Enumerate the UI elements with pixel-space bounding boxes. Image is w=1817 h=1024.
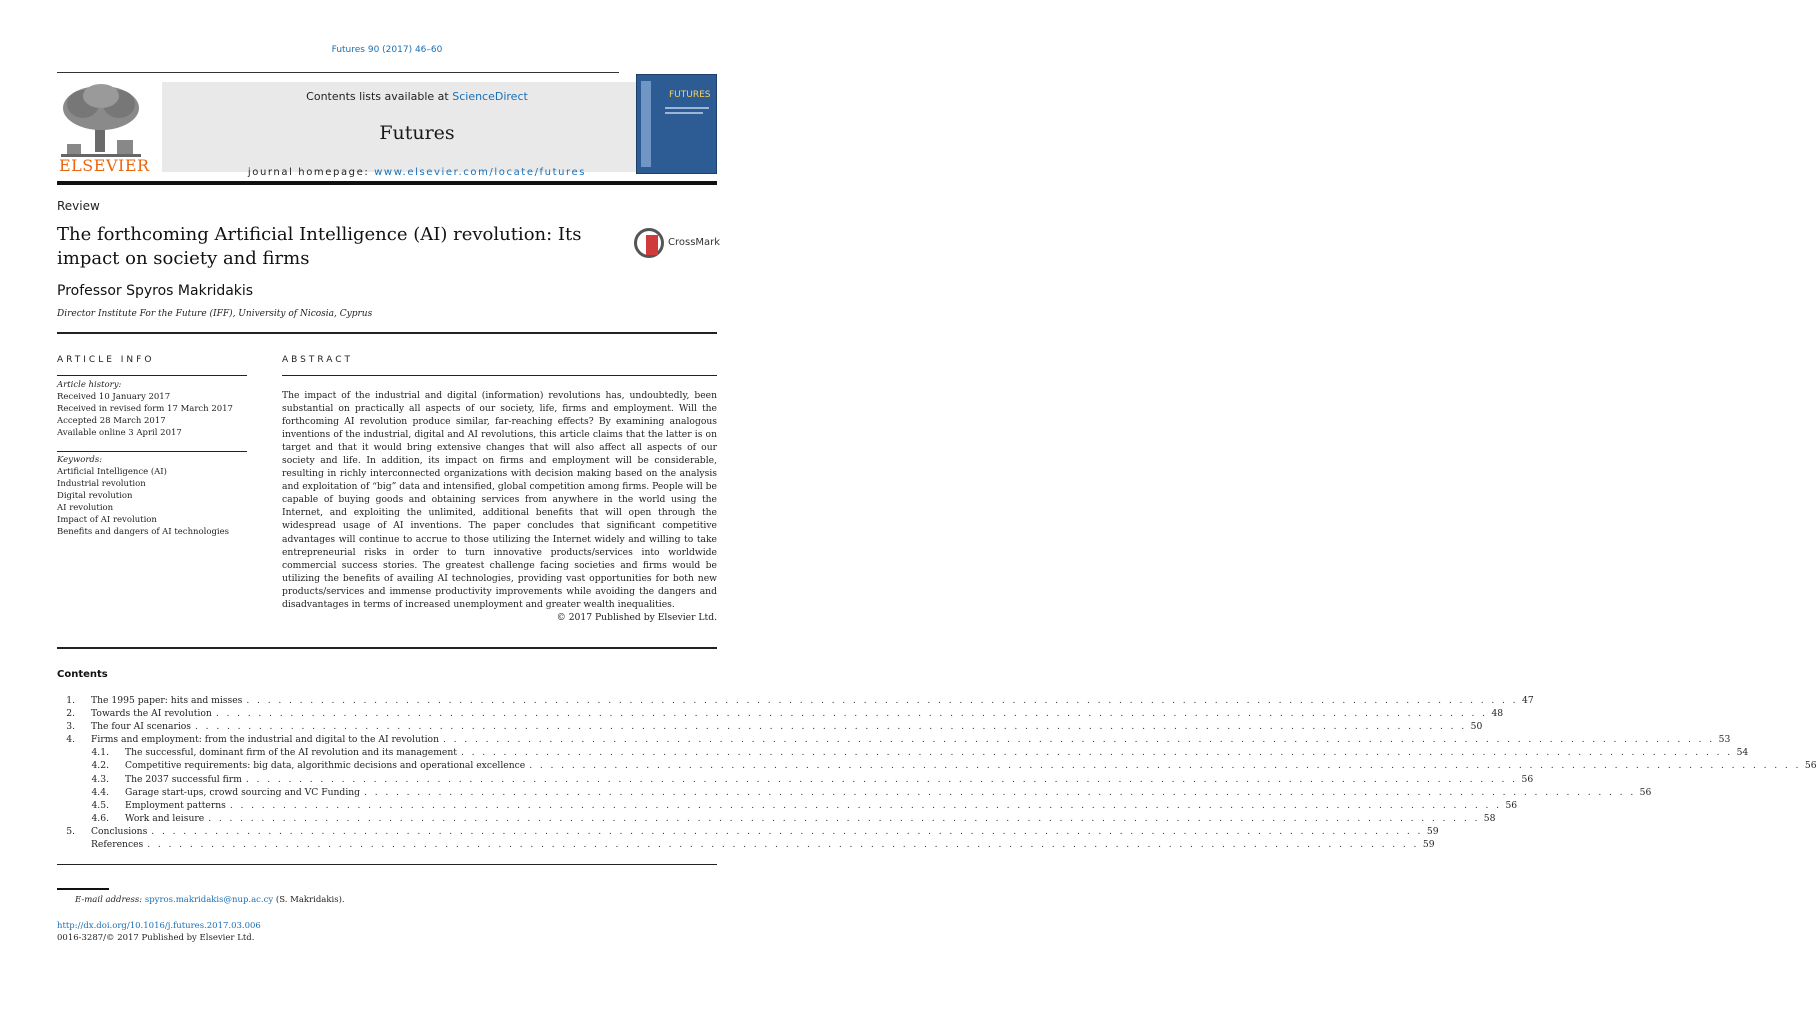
toc-number: 4.2. — [91, 760, 109, 772]
journal-homepage-line — [162, 167, 672, 178]
keywords-rule — [57, 451, 247, 452]
toc-label: Conclusions — [91, 825, 148, 837]
toc-page-number: 59 — [1426, 825, 1439, 837]
toc-page-number: 56 — [1804, 760, 1817, 772]
toc-row[interactable] — [57, 838, 1435, 851]
abstract-rule — [282, 375, 717, 376]
toc-leader: . . . . . . . . . . . . . . . . . . . . . . . . . . . . . . . . . . . . . . . . . . . . . . . . . . . . . . . . . . . . . . . . . . . . . . . . . . . . . . . . . . . . . . . . . . . . . . . . . . . . . . . . . . . . . . . . . . . . . . . . — [443, 734, 1715, 746]
contents-prefix: Contents lists available at — [306, 90, 449, 103]
toc-label: The 1995 paper: hits and misses — [91, 695, 243, 706]
toc-leader: . . . . . . . . . . . . . . . . . . . . . . . . . . . . . . . . . . . . . . . . . . . . . . . . . . . . . . . . . . . . . . . . . . . . . . . . . . . . . . . . . . . . . . . . . . . . . . . . . . . . . . . . . . . . . . . . . . . . . . . . — [245, 773, 1518, 785]
toc-label: References — [91, 839, 144, 851]
journal-citation-link[interactable]: Futures 90 (2017) 46–60 — [331, 45, 443, 55]
toc-row[interactable] — [57, 707, 1504, 720]
toc-number: 5. — [66, 825, 75, 837]
cover-title: FUTURES — [669, 90, 711, 100]
abstract-body — [282, 389, 717, 624]
article-info-heading: ARTICLE INFO — [57, 355, 155, 365]
keywords-label: Keywords: — [57, 455, 103, 465]
footnote-label: E-mail address: — [75, 895, 143, 905]
crossmark-label: CrossMark — [668, 237, 721, 248]
contents-end-rule — [57, 864, 717, 865]
toc-row[interactable] — [57, 759, 1817, 772]
header-thick-rule — [57, 181, 717, 185]
issn-line: 0016-3287/© 2017 Published by Elsevier Ltd. — [57, 933, 255, 943]
toc-page-number: 59 — [1422, 839, 1435, 851]
toc-label: Employment patterns — [125, 799, 226, 811]
toc-entry[interactable] — [91, 707, 1504, 720]
cover-decoration — [665, 112, 703, 114]
toc-page-number: 50 — [1470, 721, 1483, 733]
toc-leader: . . . . . . . . . . . . . . . . . . . . . . . . . . . . . . . . . . . . . . . . . . . . . . . . . . . . . . . . . . . . . . . . . . . . . . . . . . . . . . . . . . . . . . . . . . . . . . . . . . . . . . . . . . . . . . . . . . . . . . . . — [246, 695, 1518, 706]
footnote-suffix: (S. Makridakis). — [275, 895, 345, 905]
toc-label: Competitive requirements: big data, algorithmic decisions and operational excellence — [125, 760, 526, 772]
toc-row[interactable] — [57, 786, 1652, 799]
toc-entry[interactable] — [125, 799, 1518, 812]
toc-page-number: 53 — [1718, 734, 1731, 746]
toc-entry[interactable] — [125, 773, 1534, 786]
cover-decoration — [665, 107, 709, 109]
toc-label: Firms and employment: from the industrial and digital to the AI revolution — [91, 734, 440, 746]
toc-leader: . . . . . . . . . . . . . . . . . . . . . . . . . . . . . . . . . . . . . . . . . . . . . . . . . . . . . . . . . . . . . . . . . . . . . . . . . . . . . . . . . . . . . . . . . . . . . . . . . . . . . . . . . . . . . . . . . . . . . . . . — [529, 760, 1801, 772]
toc-page-number: 48 — [1491, 708, 1504, 720]
toc-page-number: 56 — [1639, 786, 1652, 798]
keywords-list — [57, 454, 247, 538]
toc-label: The 2037 successful firm — [125, 773, 242, 785]
toc-label: Garage start-ups, crowd sourcing and VC Funding — [125, 786, 361, 798]
crossmark-icon — [634, 228, 664, 258]
header-top-rule — [57, 72, 619, 73]
bookmark-icon — [646, 235, 658, 255]
toc-page-number: 47 — [1522, 695, 1534, 706]
keyword-item: Benefits and dangers of AI technologies — [57, 527, 230, 537]
crossmark-badge[interactable] — [634, 228, 724, 260]
toc-leader: . . . . . . . . . . . . . . . . . . . . . . . . . . . . . . . . . . . . . . . . . . . . . . . . . . . . . . . . . . . . . . . . . . . . . . . . . . . . . . . . . . . . . . . . . . . . . . . . . . . . . . . . . . . . . . . . . . . . . . . . — [364, 786, 1636, 798]
journal-cover-thumbnail[interactable] — [636, 74, 717, 174]
author-name: Professor Spyros Makridakis — [57, 283, 254, 299]
keyword-item: Digital revolution — [57, 491, 133, 501]
toc-page-number: 56 — [1505, 799, 1518, 811]
toc-number: 3. — [66, 721, 75, 733]
history-item: Received in revised form 17 March 2017 — [57, 404, 233, 414]
toc-row[interactable] — [57, 720, 1483, 733]
toc-number: 4.6. — [91, 812, 109, 824]
section-rule — [57, 332, 717, 334]
footnote — [75, 895, 345, 905]
keyword-item: Industrial revolution — [57, 479, 146, 489]
toc-label: Work and leisure — [125, 812, 205, 824]
history-item: Accepted 28 March 2017 — [57, 416, 166, 426]
toc-entry[interactable] — [125, 759, 1817, 772]
toc-row[interactable] — [57, 746, 1749, 759]
keyword-item: AI revolution — [57, 503, 114, 513]
toc-label: The successful, dominant firm of the AI revolution and its management — [125, 747, 457, 759]
toc-row[interactable] — [57, 812, 1496, 825]
author-email-link[interactable]: spyros.makridakis@nup.ac.cy — [144, 895, 274, 905]
history-item: Received 10 January 2017 — [57, 392, 171, 402]
toc-leader: . . . . . . . . . . . . . . . . . . . . . . . . . . . . . . . . . . . . . . . . . . . . . . . . . . . . . . . . . . . . . . . . . . . . . . . . . . . . . . . . . . . . . . . . . . . . . . . . . . . . . . . . . . . . . . . . . . . . . . . . — [208, 812, 1480, 824]
history-label: Article history: — [57, 380, 122, 390]
toc-leader: . . . . . . . . . . . . . . . . . . . . . . . . . . . . . . . . . . . . . . . . . . . . . . . . . . . . . . . . . . . . . . . . . . . . . . . . . . . . . . . . . . . . . . . . . . . . . . . . . . . . . . . . . . . . . . . . . . . . . . . . — [195, 721, 1467, 733]
contents-heading: Contents — [57, 669, 108, 680]
keyword-item: Impact of AI revolution — [57, 515, 157, 525]
sciencedirect-link[interactable]: ScienceDirect — [452, 90, 528, 103]
toc-entry[interactable] — [125, 812, 1496, 825]
toc-page-number: 58 — [1483, 812, 1496, 824]
article-type: Review — [57, 199, 100, 213]
elsevier-wordmark: ELSEVIER — [59, 156, 150, 175]
article-info-rule — [57, 375, 247, 376]
abstract-copyright: © 2017 Published by Elsevier Ltd. — [556, 611, 717, 623]
contents-rule — [57, 647, 717, 649]
cover-strip — [641, 81, 651, 167]
contents-available-line — [162, 90, 672, 103]
toc-row[interactable] — [57, 694, 1534, 707]
journal-banner — [162, 82, 672, 178]
toc-page-number: 56 — [1521, 773, 1534, 785]
toc-label: The four AI scenarios — [91, 721, 192, 733]
toc-entry[interactable] — [91, 825, 1439, 838]
journal-name: Futures — [379, 122, 455, 144]
table-of-contents — [57, 694, 1817, 851]
author-affiliation: Director Institute For the Future (IFF), University of Nicosia, Cyprus — [57, 309, 373, 319]
article-history — [57, 379, 247, 439]
footnote-rule — [57, 888, 109, 890]
toc-number: 4.1. — [91, 747, 109, 759]
toc-label: Towards the AI revolution — [91, 708, 212, 720]
toc-entry[interactable] — [91, 838, 1435, 851]
toc-row[interactable] — [57, 733, 1731, 746]
homepage-prefix: journal homepage: — [247, 167, 370, 178]
toc-row[interactable] — [57, 825, 1439, 838]
journal-header — [57, 74, 717, 178]
toc-number: 1. — [66, 695, 75, 706]
toc-row[interactable] — [57, 773, 1534, 786]
toc-leader: . . . . . . . . . . . . . . . . . . . . . . . . . . . . . . . . . . . . . . . . . . . . . . . . . . . . . . . . . . . . . . . . . . . . . . . . . . . . . . . . . . . . . . . . . . . . . . . . . . . . . . . . . . . . . . . . . . . . . . . . — [215, 708, 1488, 720]
toc-entry[interactable] — [91, 694, 1534, 707]
toc-entry[interactable] — [125, 786, 1652, 799]
doi-link[interactable]: http://dx.doi.org/10.1016/j.futures.2017.03.006 — [57, 921, 261, 931]
toc-number: 4.4. — [91, 786, 109, 798]
article-title: The forthcoming Artificial Intelligence (AI) revolution: Its impact on society and firms — [57, 224, 582, 269]
toc-entry[interactable] — [91, 733, 1731, 746]
abstract-heading: ABSTRACT — [282, 355, 354, 365]
toc-number: 2. — [66, 708, 75, 720]
toc-number: 4.5. — [91, 799, 109, 811]
toc-leader: . . . . . . . . . . . . . . . . . . . . . . . . . . . . . . . . . . . . . . . . . . . . . . . . . . . . . . . . . . . . . . . . . . . . . . . . . . . . . . . . . . . . . . . . . . . . . . . . . . . . . . . . . . . . . . . . . . . . . . . . — [460, 747, 1733, 759]
toc-page-number: 54 — [1736, 747, 1749, 759]
toc-leader: . . . . . . . . . . . . . . . . . . . . . . . . . . . . . . . . . . . . . . . . . . . . . . . . . . . . . . . . . . . . . . . . . . . . . . . . . . . . . . . . . . . . . . . . . . . . . . . . . . . . . . . . . . . . . . . . . . . . . . . . — [147, 839, 1419, 851]
keyword-item: Artificial Intelligence (AI) — [57, 467, 167, 477]
toc-entry[interactable] — [91, 720, 1483, 733]
toc-leader: . . . . . . . . . . . . . . . . . . . . . . . . . . . . . . . . . . . . . . . . . . . . . . . . . . . . . . . . . . . . . . . . . . . . . . . . . . . . . . . . . . . . . . . . . . . . . . . . . . . . . . . . . . . . . . . . . . . . . . . . — [151, 825, 1423, 837]
toc-entry[interactable] — [125, 746, 1749, 759]
abstract-paragraph: The impact of the industrial and digital (information) revolutions has, undoubtedly, been substantial on practically all aspects of our society, life, firms and employment. Will the forthcoming AI revolution produce similar, far-reaching effects? By examining analogous inventions of the industrial, digital and AI revolutions, this article claims that the latter is on target and that it would bring extensive changes that will also affect all aspects of our society and life. In addition, its impact on firms and employment will be considerable, resulting in richly interconnected organizations with decision making based on the analysis and exploitation of “big” data and intensified, global competition among firms. People will be capable of buying goods and obtaining services from anywhere in the world using the Internet, and exploiting the unlimited, additional benefits that will open through the widespread usage of AI inventions. The paper concludes that significant competitive advantages will continue to accrue to those utilizing the Internet widely and willing to take entrepreneurial risks in order to turn innovative products/services into worldwide commercial success stories. The greatest challenge facing societies and firms would be utilizing the benefits of availing AI technologies, providing vast opportunities for both new products/services and immense productivity improvements while avoiding the dangers and disadvantages in terms of increased unemployment and greater wealth inequalities. — [282, 390, 717, 610]
toc-number: 4. — [66, 734, 75, 746]
history-item: Available online 3 April 2017 — [57, 428, 182, 438]
toc-row[interactable] — [57, 799, 1518, 812]
toc-number: 4.3. — [91, 773, 109, 785]
homepage-link[interactable]: www.elsevier.com/locate/futures — [374, 167, 587, 178]
toc-leader: . . . . . . . . . . . . . . . . . . . . . . . . . . . . . . . . . . . . . . . . . . . . . . . . . . . . . . . . . . . . . . . . . . . . . . . . . . . . . . . . . . . . . . . . . . . . . . . . . . . . . . . . . . . . . . . . . . . . . . . . — [229, 799, 1502, 811]
